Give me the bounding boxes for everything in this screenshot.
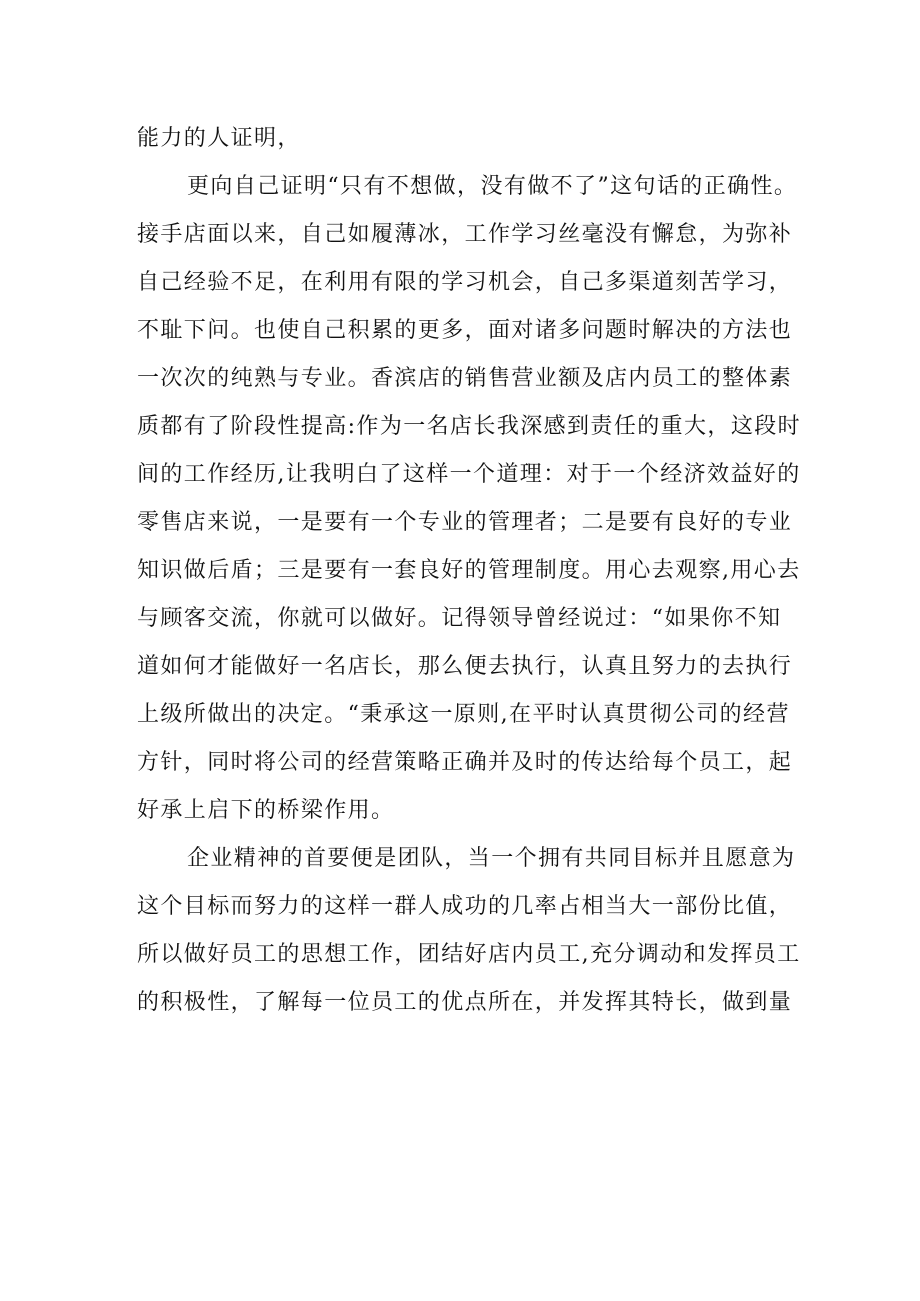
text-line: 质都有了阶段性提高:作为一名店长我深感到责任的重大，这段时: [137, 414, 802, 439]
text-line: 与顾客交流，你就可以做好。记得领导曾经说过：“如果你不知: [137, 606, 782, 631]
text-line: 上级所做出的决定。“秉承这一原则,在平时认真贯彻公司的经营: [137, 702, 790, 727]
text-line: 道如何才能做好一名店长，那么便去执行，认真且努力的去执行: [137, 654, 793, 679]
text-line: 能力的人证明，: [137, 126, 301, 151]
text-line: 接手店面以来，自己如履薄冰，工作学习丝毫没有懈怠，为弥补: [137, 222, 793, 247]
text-line: 企业精神的首要便是团队，当一个拥有共同目标并且愿意为: [187, 846, 796, 871]
text-line: 自己经验不足，在利用有限的学习机会，自己多渠道刻苦学习，: [137, 270, 793, 295]
text-line: 的积极性，了解每一位员工的优点所在，并发挥其特长，做到量: [137, 990, 793, 1015]
text-line: 不耻下问。也使自己积累的更多，面对诸多问题时解决的方法也: [137, 318, 793, 343]
text-line: 方针，同时将公司的经营策略正确并及时的传达给每个员工，起: [137, 750, 793, 775]
text-line: 所以做好员工的思想工作，团结好店内员工,充分调动和发挥员工: [137, 942, 801, 967]
text-line: 更向自己证明“只有不想做，没有做不了”这句话的正确性。: [187, 174, 798, 199]
text-line: 一次次的纯熟与专业。香滨店的销售营业额及店内员工的整体素: [137, 366, 793, 391]
text-line: 知识做后盾；三是要有一套良好的管理制度。用心去观察,用心去: [137, 558, 801, 583]
text-line: 这个目标而努力的这样一群人成功的几率占相当大一部份比值，: [137, 894, 793, 919]
text-line: 间的工作经历,让我明白了这样一个道理：对于一个经济效益好的: [137, 462, 801, 487]
text-line: 好承上启下的桥梁作用。: [137, 798, 395, 823]
text-line: 零售店来说，一是要有一个专业的管理者；二是要有良好的专业: [137, 510, 793, 535]
